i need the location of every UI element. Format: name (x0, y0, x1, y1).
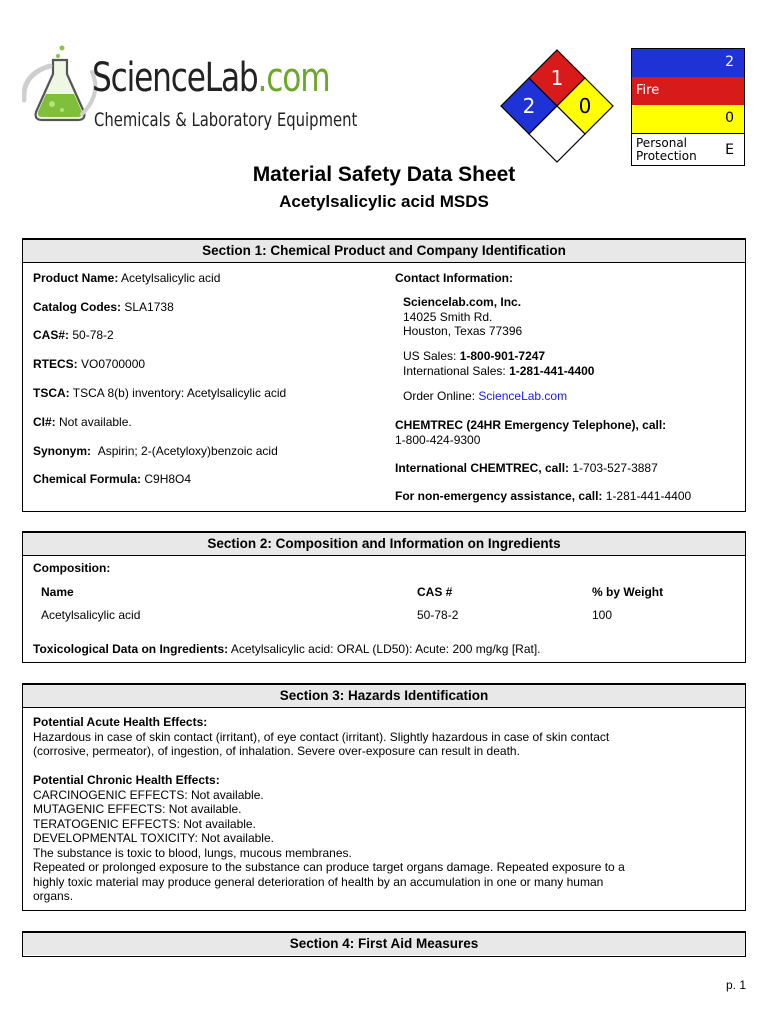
composition-label: Composition: (33, 561, 111, 575)
nonemergency-phone: 1-281-441-4400 (605, 489, 692, 503)
catalog-code: SLA1738 (124, 300, 174, 314)
product-name-label: Product Name: (33, 271, 119, 285)
chronic-line: The substance is toxic to blood, lungs, mucous membranes. (33, 845, 352, 860)
ingredient-name: Acetylsalicylic acid (41, 608, 141, 622)
nfpa-health: 2 (522, 94, 536, 118)
hmis-health-row (632, 49, 744, 77)
us-sales-label: US Sales: (403, 349, 457, 363)
acute-label: Potential Acute Health Effects: (33, 715, 208, 729)
us-sales-phone: 1-800-901-7247 (459, 349, 546, 363)
hmis-fire-label: Fire (636, 83, 660, 98)
product-name: Acetylsalicylic acid (121, 271, 221, 285)
synonym-label: Synonym: (33, 444, 92, 458)
column-header-name: Name (41, 585, 74, 599)
chronic-label: Potential Chronic Health Effects: (33, 773, 220, 787)
rtecs-number: VO0700000 (81, 357, 146, 371)
document-title: Material Safety Data Sheet (252, 163, 516, 186)
company-name: Sciencelab.com, Inc. (403, 295, 522, 309)
section-1-heading: Section 1: Chemical Product and Company Identification (23, 238, 745, 263)
formula-value: C9H8O4 (144, 472, 192, 486)
section-4-heading: Section 4: First Aid Measures (23, 931, 745, 955)
tox-value: Acetylsalicylic acid: ORAL (LD50): Acute: 200 mg/kg [Rat]. (230, 642, 541, 656)
brand-tagline: Chemicals & Laboratory Equipment (94, 109, 358, 131)
section-2-heading: Section 2: Composition and Information on Ingredients (23, 531, 745, 556)
ci-value: Not available. (59, 415, 132, 429)
hmis-reactivity-value: 0 (725, 110, 734, 126)
cas-number: 50-78-2 (72, 328, 114, 342)
formula-label: Chemical Formula: (33, 472, 142, 486)
chronic-line: DEVELOPMENTAL TOXICITY: Not available. (33, 831, 274, 845)
hmis-health-value: 2 (725, 54, 734, 70)
nfpa-reactivity: 0 (578, 94, 592, 118)
chronic-line: CARCINOGENIC EFFECTS: Not available. (33, 787, 264, 802)
ingredient-cas: 50-78-2 (417, 608, 459, 622)
ci-label: CI#: (33, 415, 56, 429)
catalog-label: Catalog Codes: (33, 300, 122, 314)
section-4 (22, 931, 746, 957)
intl-sales-label: International Sales: (403, 364, 506, 378)
chronic-line: TERATOGENIC EFFECTS: Not available. (33, 816, 256, 831)
brand-lab: Lab (204, 55, 258, 101)
acute-line-1: Hazardous in case of skin contact (irritant), of eye contact (irritant). Slightly hazardous in case of skin contact (33, 729, 610, 744)
intl-chemtrec-phone: 1-703-527-3887 (572, 461, 658, 475)
tsca-value: TSCA 8(b) inventory: Acetylsalicylic acid (72, 386, 287, 400)
order-online-link[interactable]: ScienceLab.com (478, 389, 568, 403)
cas-label: CAS#: (33, 328, 70, 342)
chronic-line: MUTAGENIC EFFECTS: Not available. (33, 802, 242, 816)
hmis-ppe-value: E (725, 142, 734, 158)
chemtrec-label: CHEMTREC (24HR Emergency Telephone), call: (395, 418, 667, 432)
tox-label: Toxicological Data on Ingredients: (33, 642, 229, 656)
nfpa-diamond-icon (500, 49, 614, 163)
chemtrec-phone: 1-800-424-9300 (395, 433, 481, 447)
hmis-ppe-label: Personal Protection (636, 136, 697, 163)
hmis-fire-row (632, 77, 744, 105)
intl-sales-phone: 1-281-441-4400 (509, 364, 595, 378)
synonym-value: Aspirin; 2-(Acetyloxy)benzoic acid (97, 444, 278, 458)
column-header-weight: % by Weight (592, 585, 664, 599)
section-3 (22, 683, 746, 911)
chronic-line: Repeated or prolonged exposure to the substance can produce target organs damage. Repeated exposure to a (33, 860, 625, 874)
address-line-2: Houston, Texas 77396 (403, 324, 523, 338)
nfpa-flammability: 1 (550, 66, 564, 90)
document-subtitle: Acetylsalicylic acid MSDS (279, 192, 489, 211)
hmis-reactivity-row (632, 105, 744, 133)
chronic-line: organs. (33, 889, 74, 903)
nonemergency-label: For non-emergency assistance, call: (395, 489, 603, 503)
section-1 (22, 238, 746, 512)
hmis-ppe-row (632, 133, 744, 165)
contact-label: Contact Information: (395, 271, 513, 285)
intl-chemtrec-label: International CHEMTREC, call: (395, 461, 570, 475)
brand-com: .com (257, 55, 330, 101)
section-2 (22, 531, 746, 663)
chronic-line: highly toxic material may produce general deterioration of health by an accumulation in one or many human (33, 874, 604, 889)
tsca-label: TSCA: (33, 386, 70, 400)
brand-name (92, 55, 330, 101)
order-online-label: Order Online: (403, 389, 476, 403)
address-line-1: 14025 Smith Rd. (403, 310, 493, 324)
rtecs-label: RTECS: (33, 357, 78, 371)
section-3-heading: Section 3: Hazards Identification (23, 683, 745, 708)
hmis-label (631, 48, 745, 166)
ingredient-weight: 100 (592, 608, 613, 622)
column-header-cas: CAS # (417, 585, 453, 599)
page-number: p. 1 (725, 978, 746, 992)
brand-science: Science (92, 55, 205, 101)
acute-line-2: (corrosive, permeator), of ingestion, of inhalation. Severe over-exposure can result in death. (33, 744, 520, 758)
